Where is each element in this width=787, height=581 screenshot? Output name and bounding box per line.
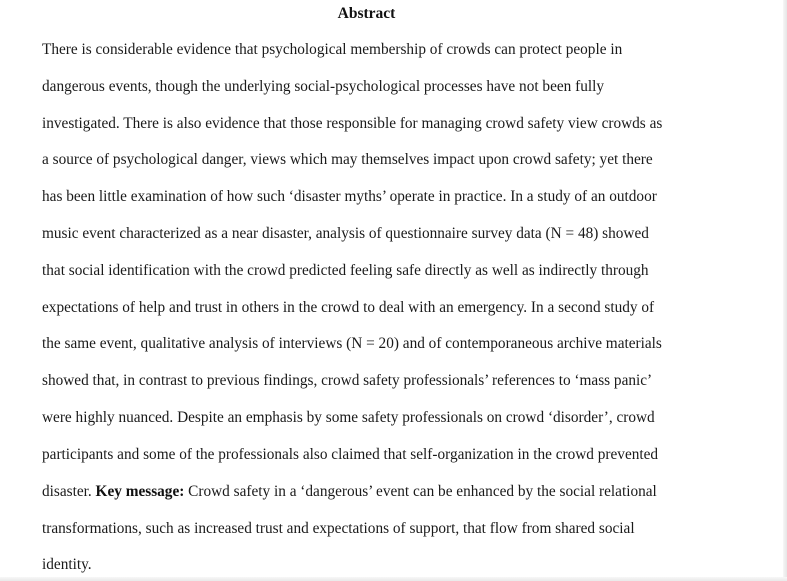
page-bottom-edge (0, 577, 787, 581)
abstract-line-9: the same event, qualitative analysis of interviews (N = 20) and of contemporaneous archive materials (42, 335, 662, 352)
page-right-edge (783, 0, 787, 581)
abstract-line-15: identity. (42, 556, 92, 573)
abstract-line-4: a source of psychological danger, views which may themselves impact upon crowd safety; yet there (42, 151, 653, 168)
abstract-line-13 (42, 482, 657, 502)
abstract-heading: Abstract (337, 5, 396, 22)
abstract-line-7: that social identification with the crowd predicted feeling safe directly as well as indirectly through (42, 262, 649, 279)
abstract-line-12: participants and some of the professionals also claimed that self-organization in the crowd prevented (42, 446, 659, 463)
abstract-line-10: showed that, in contrast to previous findings, crowd safety professionals’ references to ‘mass panic’ (42, 372, 653, 389)
abstract-line-3: investigated. There is also evidence that those responsible for managing crowd safety view crowds as (42, 115, 663, 132)
abstract-line-14: transformations, such as increased trust and expectations of support, that flow from shared social (42, 520, 635, 537)
key-message-text: Crowd safety in a ‘dangerous’ event can be enhanced by the social relational (184, 483, 657, 500)
abstract-line-8: expectations of help and trust in others in the crowd to deal with an emergency. In a second study of (42, 299, 655, 316)
abstract-line-5: has been little examination of how such ‘disaster myths’ operate in practice. In a study of an outdoor (42, 188, 657, 205)
abstract-line-1: There is considerable evidence that psychological membership of crowds can protect people in (42, 41, 623, 58)
key-message-label: Key message: (95, 483, 185, 500)
abstract-line-11: were highly nuanced. Despite an emphasis by some safety professionals on crowd ‘disorder’, crowd (42, 409, 655, 426)
abstract-line-6: music event characterized as a near disaster, analysis of questionnaire survey data (N = 48) showed (42, 225, 649, 242)
key-line-prefix: disaster. (42, 483, 96, 500)
abstract-line-2: dangerous events, though the underlying social-psychological processes have not been fully (42, 78, 605, 95)
